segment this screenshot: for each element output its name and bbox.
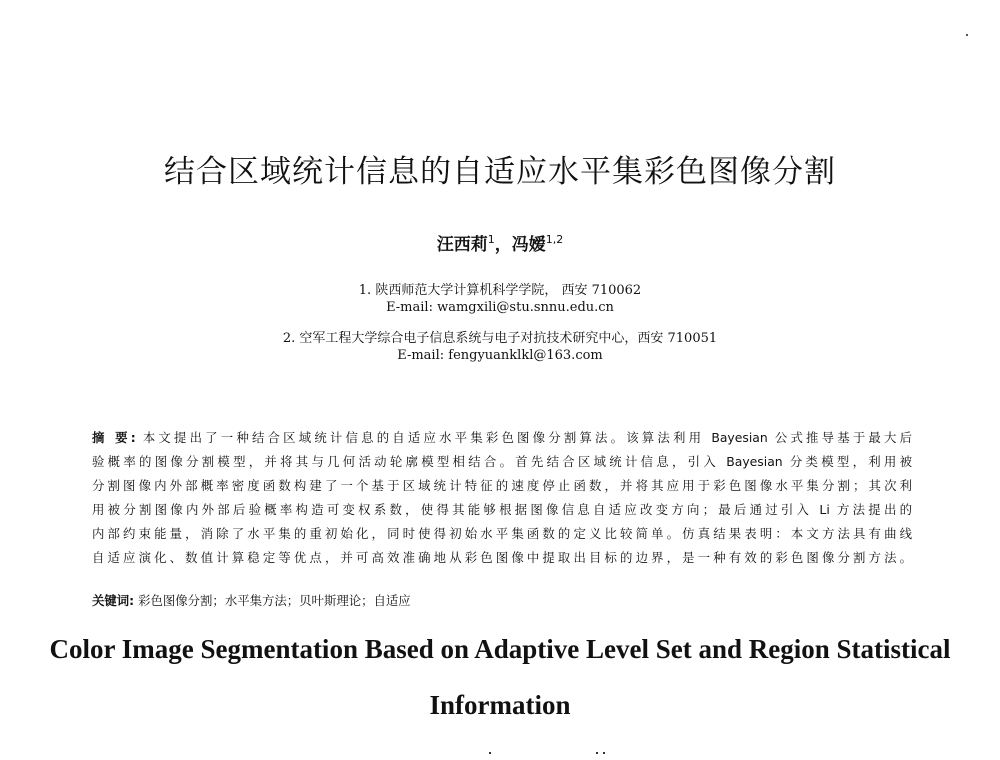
abstract-line: 分割图像内外部概率密度函数构建了一个基于区域统计特征的速度停止函数，并将其应用于彩色图像水平集分割；其次利 bbox=[92, 478, 912, 493]
affiliation-2 bbox=[0, 330, 1000, 364]
english-title-line-2: Information bbox=[429, 690, 571, 720]
chinese-authors bbox=[0, 230, 1000, 255]
abstract bbox=[92, 426, 912, 570]
chinese-title: 结合区域统计信息的自适应水平集彩色图像分割 bbox=[164, 154, 836, 190]
cutoff-mark bbox=[603, 752, 605, 754]
affiliation-2-line: 2. 空军工程大学综合电子信息系统与电子对抗技术研究中心，西安 710051 bbox=[282, 331, 718, 346]
author-separator: ， bbox=[494, 235, 512, 255]
affiliation-1-line: 1. 陕西师范大学计算机科学学院， 西安 710062 bbox=[358, 283, 642, 298]
affiliation-2-email: E-mail: fengyuanklkl@163.com bbox=[397, 348, 603, 363]
keywords-label: 关键词: bbox=[92, 593, 135, 608]
author-1-affiliation-mark: 1 bbox=[487, 233, 495, 246]
keywords bbox=[92, 591, 411, 609]
author-2-affiliation-mark: 1,2 bbox=[545, 233, 564, 246]
cutoff-mark bbox=[489, 752, 491, 754]
affiliation-1 bbox=[0, 282, 1000, 316]
abstract-line: 内部约束能量，消除了水平集的重初始化，同时使得初始水平集函数的定义比较简单。仿真结果表明：本文方法具有曲线 bbox=[92, 526, 912, 541]
author-1-name: 汪西莉 bbox=[436, 235, 488, 255]
abstract-line: 用被分割图像内外部后验概率构造可变权系数，使得其能够根据图像信息自适应改变方向；最后通过引入 Li 方法提出的 bbox=[92, 502, 912, 517]
abstract-label: 摘 要: bbox=[92, 430, 136, 445]
abstract-line-text: 本文提出了一种结合区域统计信息的自适应水平集彩色图像分割算法。该算法利用 Bayesian 公式推导基于最大后 bbox=[135, 430, 912, 445]
scan-speck bbox=[966, 34, 968, 36]
abstract-line: 验概率的图像分割模型，并将其与几何活动轮廓模型相结合。首先结合区域统计信息，引入 Bayesian 分类模型，利用被 bbox=[92, 454, 912, 469]
cutoff-mark bbox=[596, 752, 598, 754]
english-title-line-1: Color Image Segmentation Based on Adaptive Level Set and Region Statistical bbox=[49, 634, 951, 664]
abstract-line bbox=[92, 426, 912, 450]
keywords-text: 彩色图像分割；水平集方法；贝叶斯理论；自适应 bbox=[134, 593, 411, 608]
cutoff-next-line bbox=[0, 752, 1000, 760]
abstract-line: 自适应演化、数值计算稳定等优点，并可高效准确地从彩色图像中提取出目标的边界，是一种有效的彩色图像分割方法。 bbox=[92, 550, 912, 565]
author-2-name: 冯嫒 bbox=[511, 235, 546, 255]
affiliation-1-email: E-mail: wamgxili@stu.snnu.edu.cn bbox=[386, 300, 614, 315]
